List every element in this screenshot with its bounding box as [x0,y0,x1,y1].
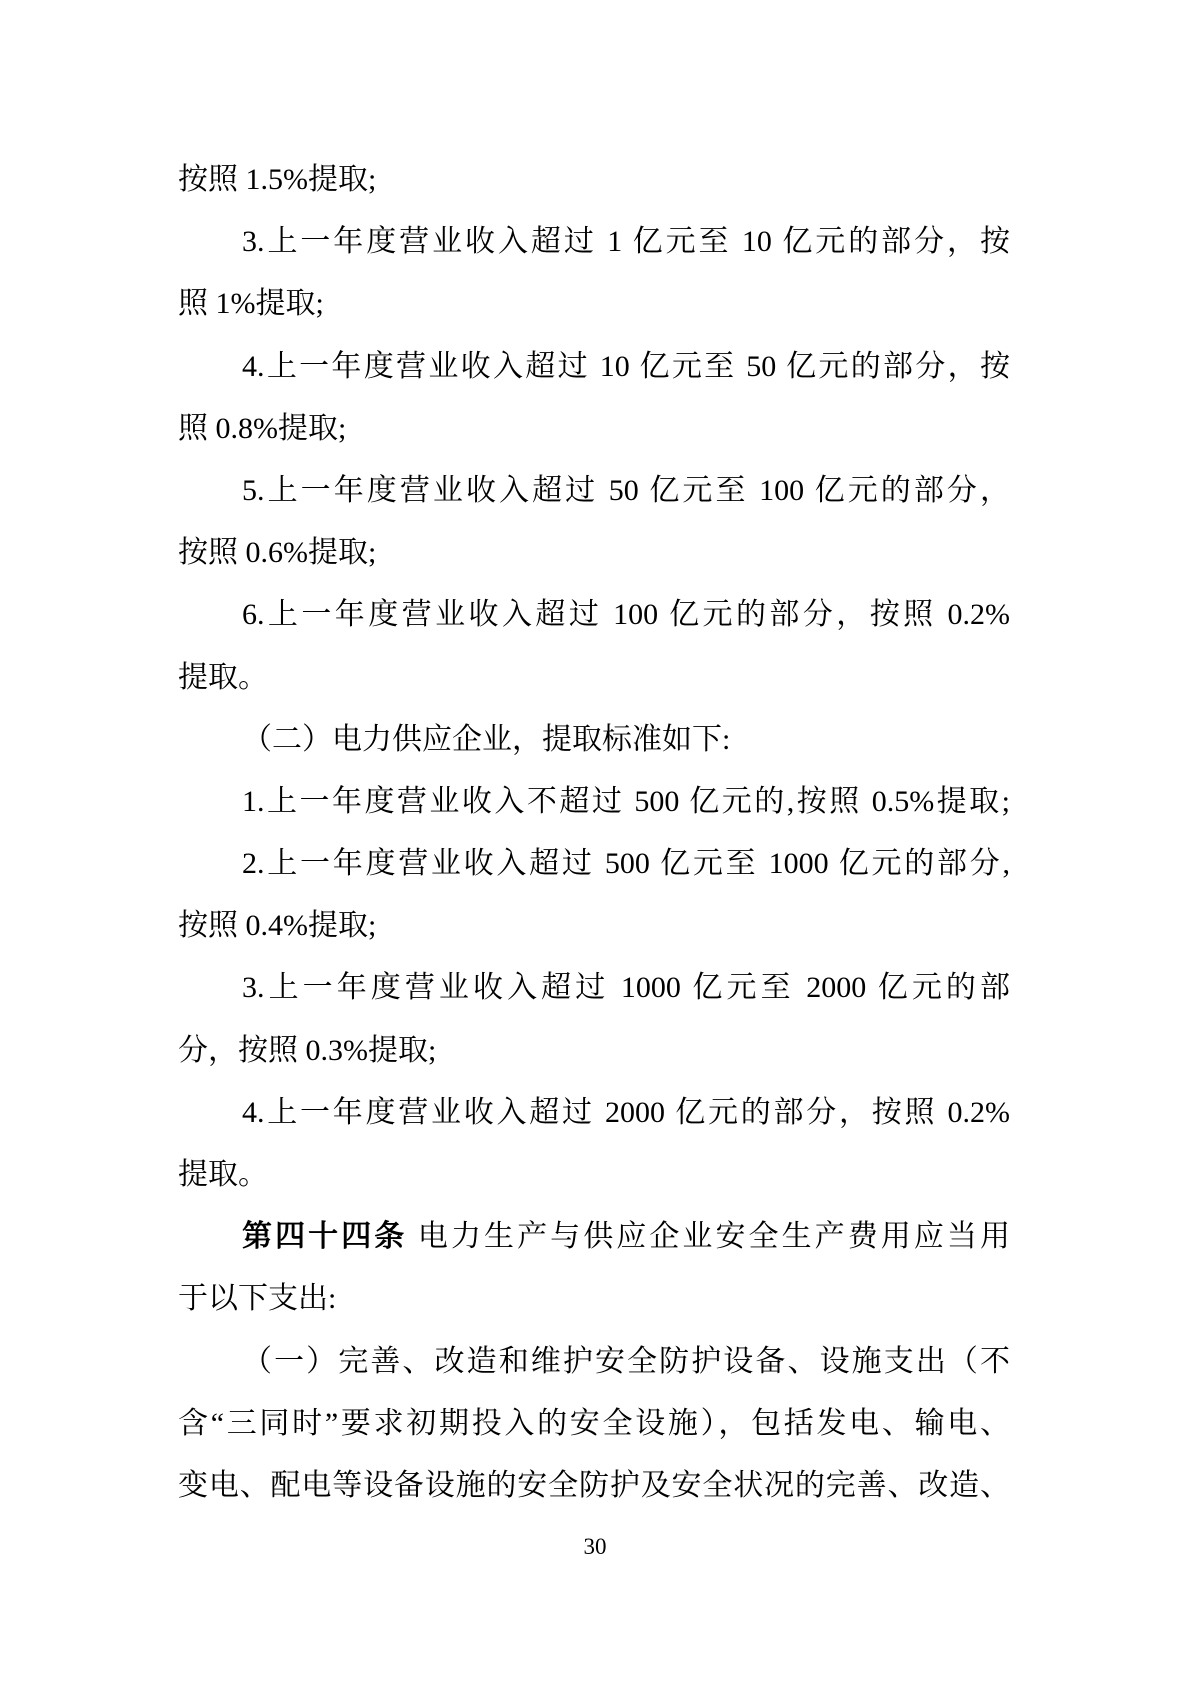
article-heading-text: 电力生产与供应企业安全生产费用应当用 [407,1220,1011,1254]
text-line [178,1206,1010,1268]
text-line: 含“三同时”要求初期投入的安全设施），包括发电、输电、 [178,1406,1010,1440]
text-line: 3.上一年度营业收入超过 1 亿元至 10 亿元的部分，按 [242,225,1010,259]
text-line: 2.上一年度营业收入超过 500 亿元至 1000 亿元的部分, [242,847,1010,881]
article-heading-number: 第四十四条 [242,1220,408,1254]
text-line: 提取。 [178,1158,268,1191]
text-line: （一）完善、改造和维护安全防护设备、设施支出（不 [242,1344,1010,1378]
text-line: 分，按照 0.3%提取; [178,1033,437,1067]
text-line: 5.上一年度营业收入超过 50 亿元至 100 亿元的部分， [242,473,1010,507]
document-content [178,149,1010,1517]
text-line: 3.上一年度营业收入超过 1000 亿元至 2000 亿元的部 [242,971,1010,1005]
text-line: （二）电力供应企业，提取标准如下: [242,722,731,756]
text-line: 6.上一年度营业收入超过 100 亿元的部分，按照 0.2% [242,598,1010,632]
page-number: 30 [583,1534,607,1559]
text-line: 按照 0.6%提取; [178,536,377,570]
text-line: 4.上一年度营业收入超过 2000 亿元的部分，按照 0.2% [242,1095,1010,1129]
text-line: 1.上一年度营业收入不超过 500 亿元的,按照 0.5%提取; [242,784,1010,818]
text-line: 提取。 [178,660,268,694]
text-line: 按照 1.5%提取; [178,163,377,196]
text-line: 于以下支出: [178,1282,337,1316]
text-line: 变电、配电等设备设施的安全防护及安全状况的完善、改造、 [178,1468,1010,1502]
text-line: 4.上一年度营业收入超过 10 亿元至 50 亿元的部分，按 [242,349,1010,383]
text-line: 照 0.8%提取; [178,411,347,445]
text-line: 照 1%提取; [178,287,324,321]
text-line: 按照 0.4%提取; [178,909,377,943]
